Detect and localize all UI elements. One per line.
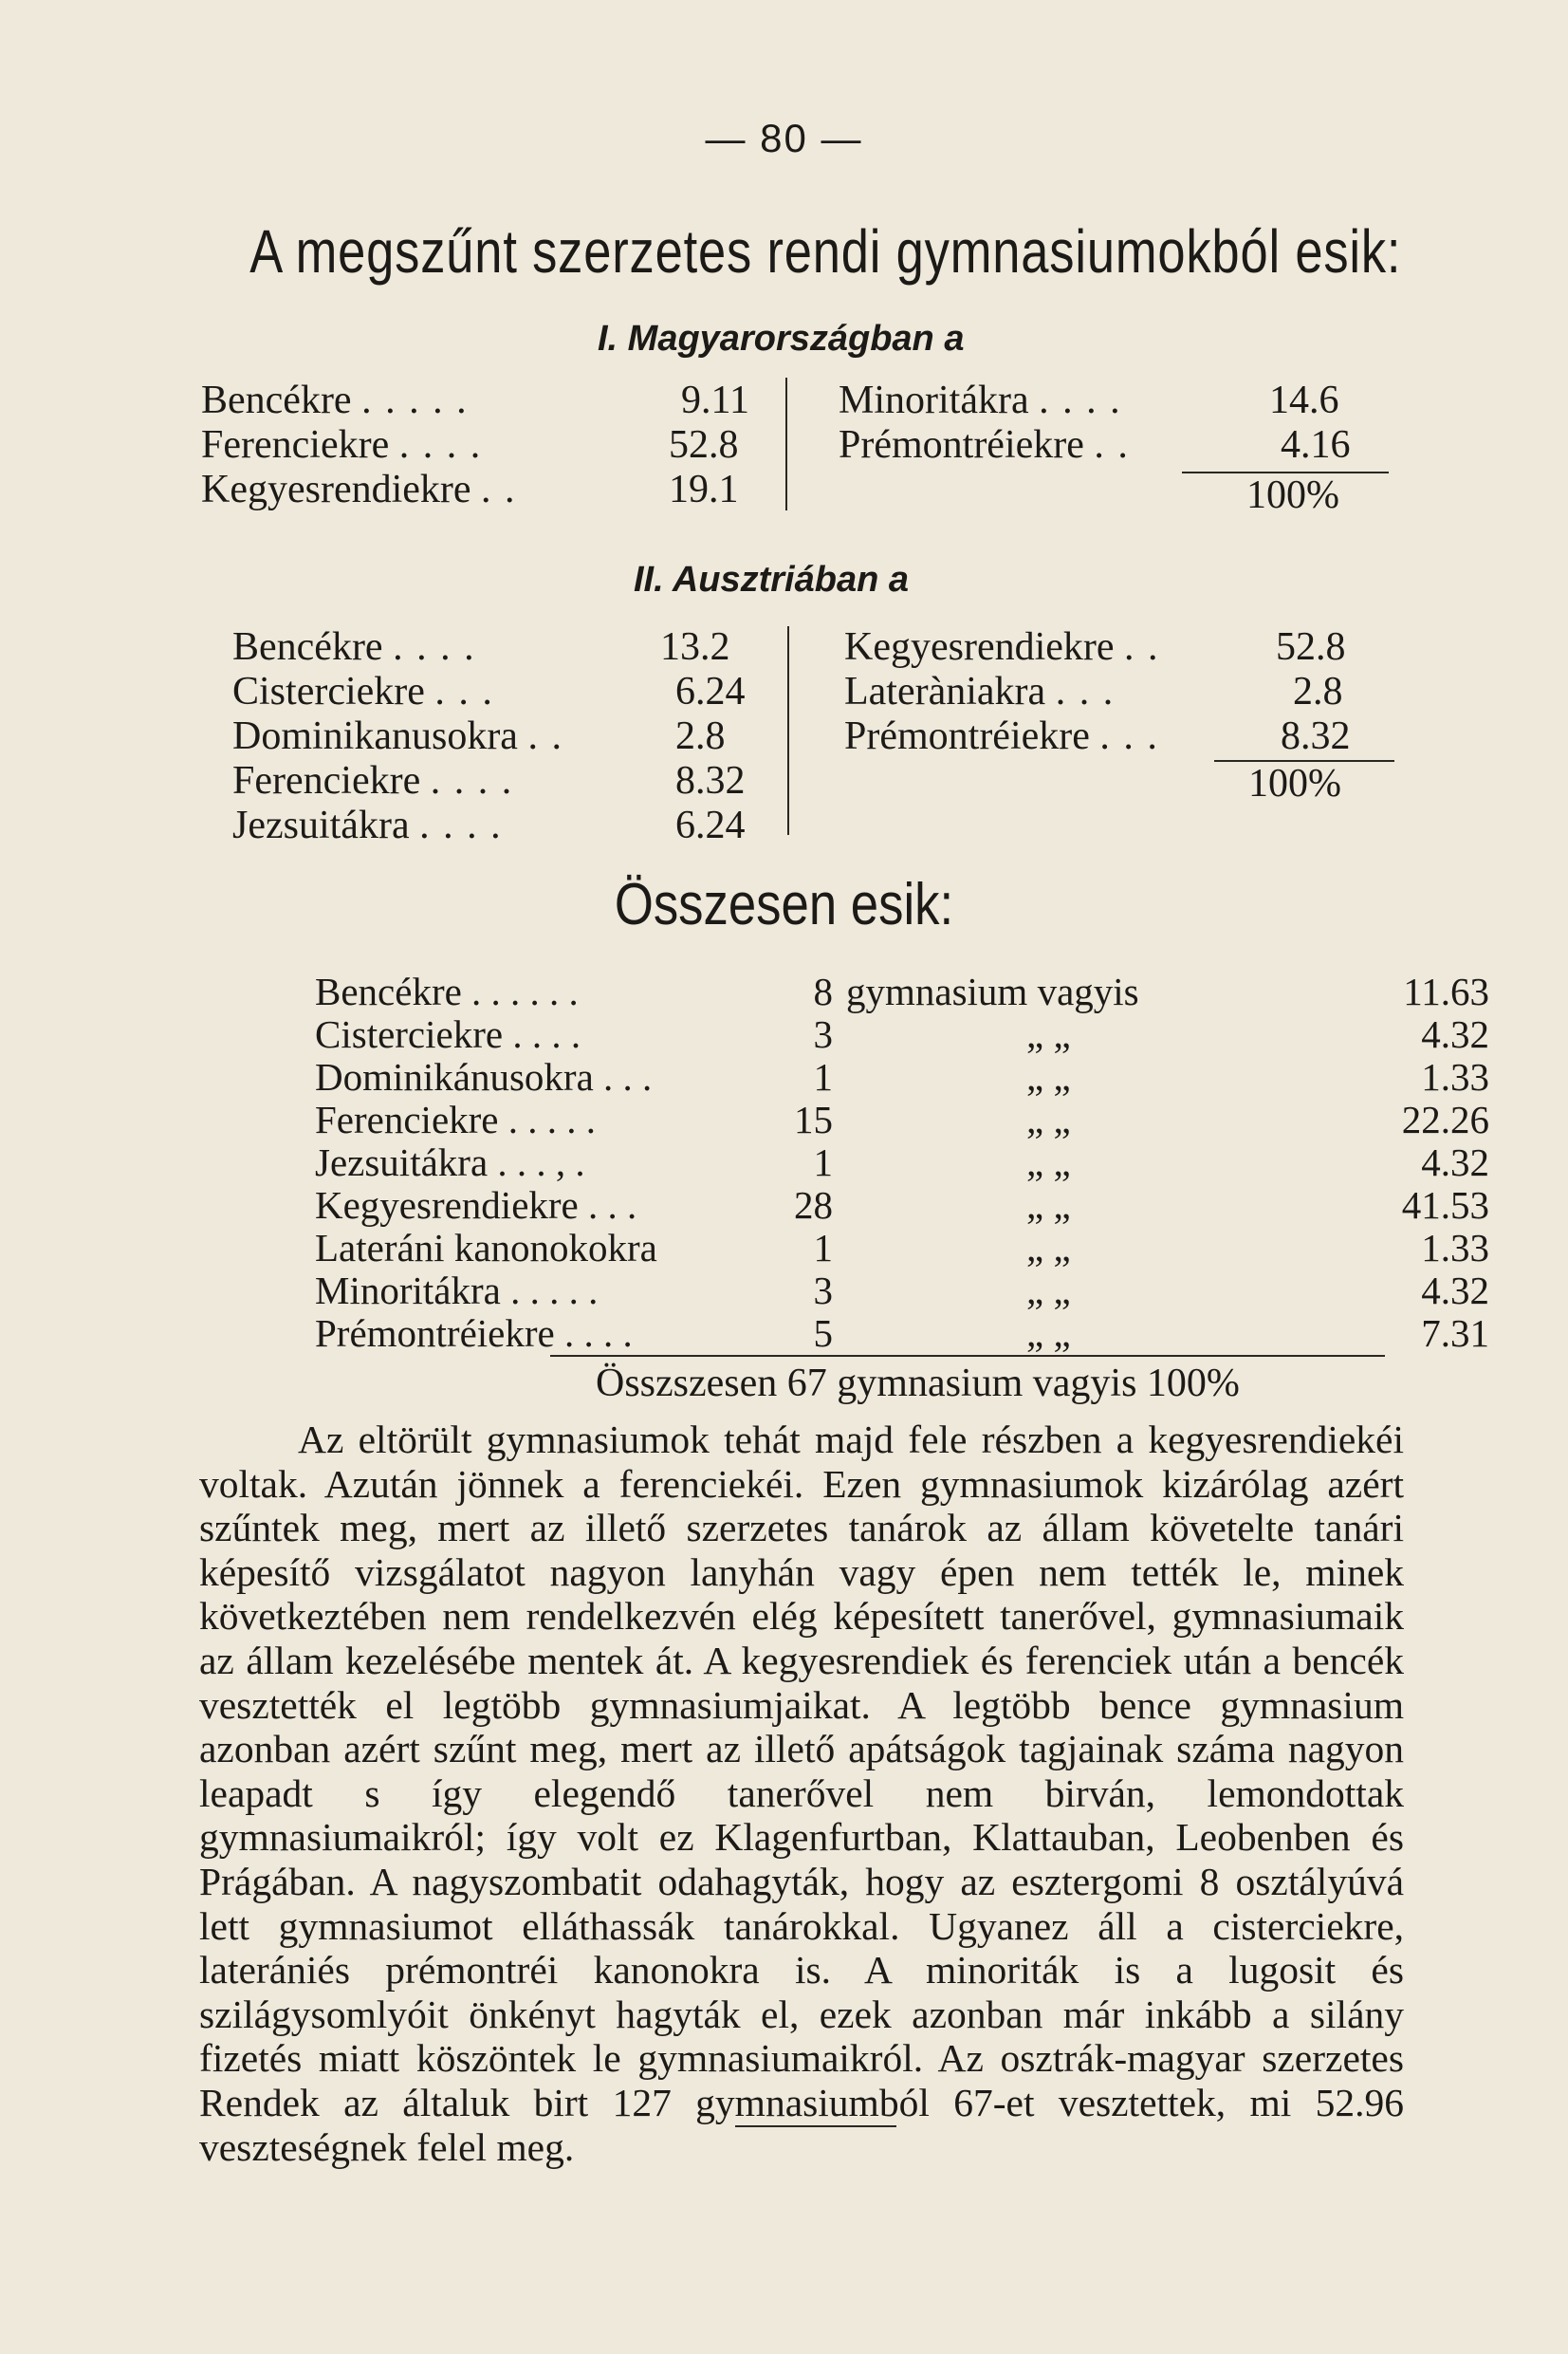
section1-heading: I. Magyarországban a bbox=[598, 319, 965, 359]
s2-right-value: 2.8 bbox=[1293, 670, 1343, 714]
s2-left-row: Bencékre . . . . bbox=[232, 625, 476, 669]
table-row bbox=[315, 1099, 1489, 1141]
row-name: Ferenciekre . . . . . bbox=[315, 1098, 596, 1141]
row-pct: 41.53 bbox=[1401, 1183, 1489, 1227]
row-name: Bencékre . . . . . . bbox=[315, 970, 579, 1013]
paragraph-text: Az eltörült gymnasiumok tehát majd fele részben a kegyesrendiekéi voltak. Azután jönnek a ferenciekéi. Ezen gymnasiumok kizárólag azért szűntek meg, mert az illető szerzetes tanárok az állam követelte tanári képesítő vizsgálatot nagyon lanyhán vagy épen nem tették le, minek következtében nem rendelkezvén elég képesített tanerővel, gymnasiumaik az állam kezelésébe mentek át. A kegyesrendiek és ferenciek után a bencék vesztették el legtöbb gymnasiumjaikat. A legtöbb bence gymnasium azonban azért szűnt meg, mert az illető apátságok tagjainak száma nagyon leapadt s így elegendő tanerővel nem birván, lemondottak gymnasiumaikról; így volt ez Klagenfurtban, Klattauban, Leobenben és Prágában. A nagyszombatit odahagyták, hogy az esztergomi 8 osztályúvá lett gymnasiumot elláthassák tanárokkal. Ugyanez áll a cisterciekre, laterániés prémontréi kanonokra is. A minoriták is a lugosit és szilágysomlyóit önkényt hagyták el, ezek azonban már inkább a silány fizetés miatt köszöntek le gymnasiumaikról. Az osztrák-magyar szerzetes Rendek az általuk birt 127 gymnasiumból 67-et vesztettek, mi 52.96 veszteségnek felel meg. bbox=[199, 1418, 1404, 2169]
row-pct: 4.32 bbox=[1421, 1012, 1489, 1056]
end-rule bbox=[735, 2125, 896, 2127]
row-name: Dominikánusokra . . . bbox=[315, 1055, 653, 1099]
s2-left-row: Jezsuitákra . . . . bbox=[232, 804, 503, 847]
row-pct: 1.33 bbox=[1421, 1226, 1489, 1270]
row-count: 3 bbox=[813, 1269, 833, 1312]
s1-left-row: Kegyesrendiekre . . bbox=[201, 468, 517, 511]
row-pct: 4.32 bbox=[1421, 1140, 1489, 1184]
summary-total: Összszesen 67 gymnasium vagyis 100% bbox=[596, 1362, 1240, 1405]
summary-heading: Összesen esik: bbox=[614, 872, 954, 937]
s1-left-row: Bencékre . . . . . bbox=[201, 379, 469, 422]
s2-left-row: Cisterciekre . . . bbox=[232, 670, 494, 714]
s1-right-value: 4.16 bbox=[1281, 423, 1351, 467]
table-row bbox=[315, 1270, 1489, 1312]
summary-table bbox=[315, 971, 1489, 1355]
row-name: Minoritákra . . . . . bbox=[315, 1269, 599, 1312]
table-row bbox=[315, 1013, 1489, 1056]
row-name: Kegyesrendiekre . . . bbox=[315, 1183, 637, 1227]
section2-heading: II. Ausztriában a bbox=[634, 560, 909, 600]
row-pct: 7.31 bbox=[1421, 1311, 1489, 1355]
s1-right-row: Prémontréiekre . . bbox=[839, 423, 1130, 467]
row-count: 1 bbox=[813, 1226, 833, 1270]
row-pct: 1.33 bbox=[1421, 1055, 1489, 1099]
row-pct: 11.63 bbox=[1403, 970, 1489, 1013]
row-unit: „ „ bbox=[1026, 1012, 1071, 1056]
column-divider bbox=[787, 626, 789, 835]
s2-right-row: Lateràniakra . . . bbox=[844, 670, 1116, 714]
s1-left-row: Ferenciekre . . . . bbox=[201, 423, 483, 467]
row-name: Lateráni kanonokokra bbox=[315, 1226, 657, 1270]
row-unit: „ „ bbox=[1026, 1098, 1071, 1141]
row-count: 15 bbox=[794, 1098, 833, 1141]
row-name: Prémontréiekre . . . . bbox=[315, 1311, 633, 1355]
s1-right-row: Minoritákra . . . . bbox=[839, 379, 1122, 422]
table-row bbox=[315, 1056, 1489, 1099]
page-title: A megszűnt szerzetes rendi gymnasiumokból esik: bbox=[249, 217, 1402, 286]
row-pct: 22.26 bbox=[1401, 1098, 1489, 1141]
body-paragraph bbox=[199, 1418, 1404, 2169]
s2-left-value: 8.32 bbox=[675, 759, 746, 803]
row-count: 28 bbox=[794, 1183, 833, 1227]
row-unit: „ „ bbox=[1026, 1311, 1071, 1355]
s2-left-value: 13.2 bbox=[660, 625, 730, 669]
s1-left-value: 9.11 bbox=[681, 379, 749, 422]
row-unit: „ „ bbox=[1026, 1140, 1071, 1184]
s2-left-value: 6.24 bbox=[675, 804, 746, 847]
s1-left-value: 19.1 bbox=[669, 468, 739, 511]
page-number: — 80 — bbox=[705, 116, 863, 160]
s2-right-value: 52.8 bbox=[1276, 625, 1346, 669]
s2-right-row: Kegyesrendiekre . . bbox=[844, 625, 1160, 669]
summary-rule bbox=[550, 1355, 1385, 1357]
table-row bbox=[315, 1184, 1489, 1227]
s2-right-value: 8.32 bbox=[1281, 714, 1351, 758]
row-unit: gymnasium vagyis bbox=[846, 970, 1139, 1013]
s2-left-row: Ferenciekre . . . . bbox=[232, 759, 514, 803]
table-row bbox=[315, 1227, 1489, 1270]
row-unit: „ „ bbox=[1026, 1183, 1071, 1227]
row-count: 3 bbox=[813, 1012, 833, 1056]
s1-total: 100% bbox=[1246, 473, 1339, 517]
row-pct: 4.32 bbox=[1421, 1269, 1489, 1312]
s2-right-row: Prémontréiekre . . . bbox=[844, 714, 1159, 758]
s1-right-value: 14.6 bbox=[1269, 379, 1339, 422]
row-count: 1 bbox=[813, 1055, 833, 1099]
row-count: 5 bbox=[813, 1311, 833, 1355]
row-unit: „ „ bbox=[1026, 1055, 1071, 1099]
table-row bbox=[315, 971, 1489, 1013]
s1-left-value: 52.8 bbox=[669, 423, 739, 467]
row-name: Cisterciekre . . . . bbox=[315, 1012, 581, 1056]
table-row bbox=[315, 1141, 1489, 1184]
s2-total: 100% bbox=[1248, 762, 1341, 806]
row-count: 1 bbox=[813, 1140, 833, 1184]
row-count: 8 bbox=[813, 970, 833, 1013]
s2-left-row: Dominikanusokra . . bbox=[232, 714, 563, 758]
column-divider bbox=[785, 378, 787, 510]
row-unit: „ „ bbox=[1026, 1226, 1071, 1270]
s2-left-value: 2.8 bbox=[675, 714, 726, 758]
row-name: Jezsuitákra . . . , . bbox=[315, 1140, 585, 1184]
row-unit: „ „ bbox=[1026, 1269, 1071, 1312]
s2-left-value: 6.24 bbox=[675, 670, 746, 714]
table-row bbox=[315, 1312, 1489, 1355]
